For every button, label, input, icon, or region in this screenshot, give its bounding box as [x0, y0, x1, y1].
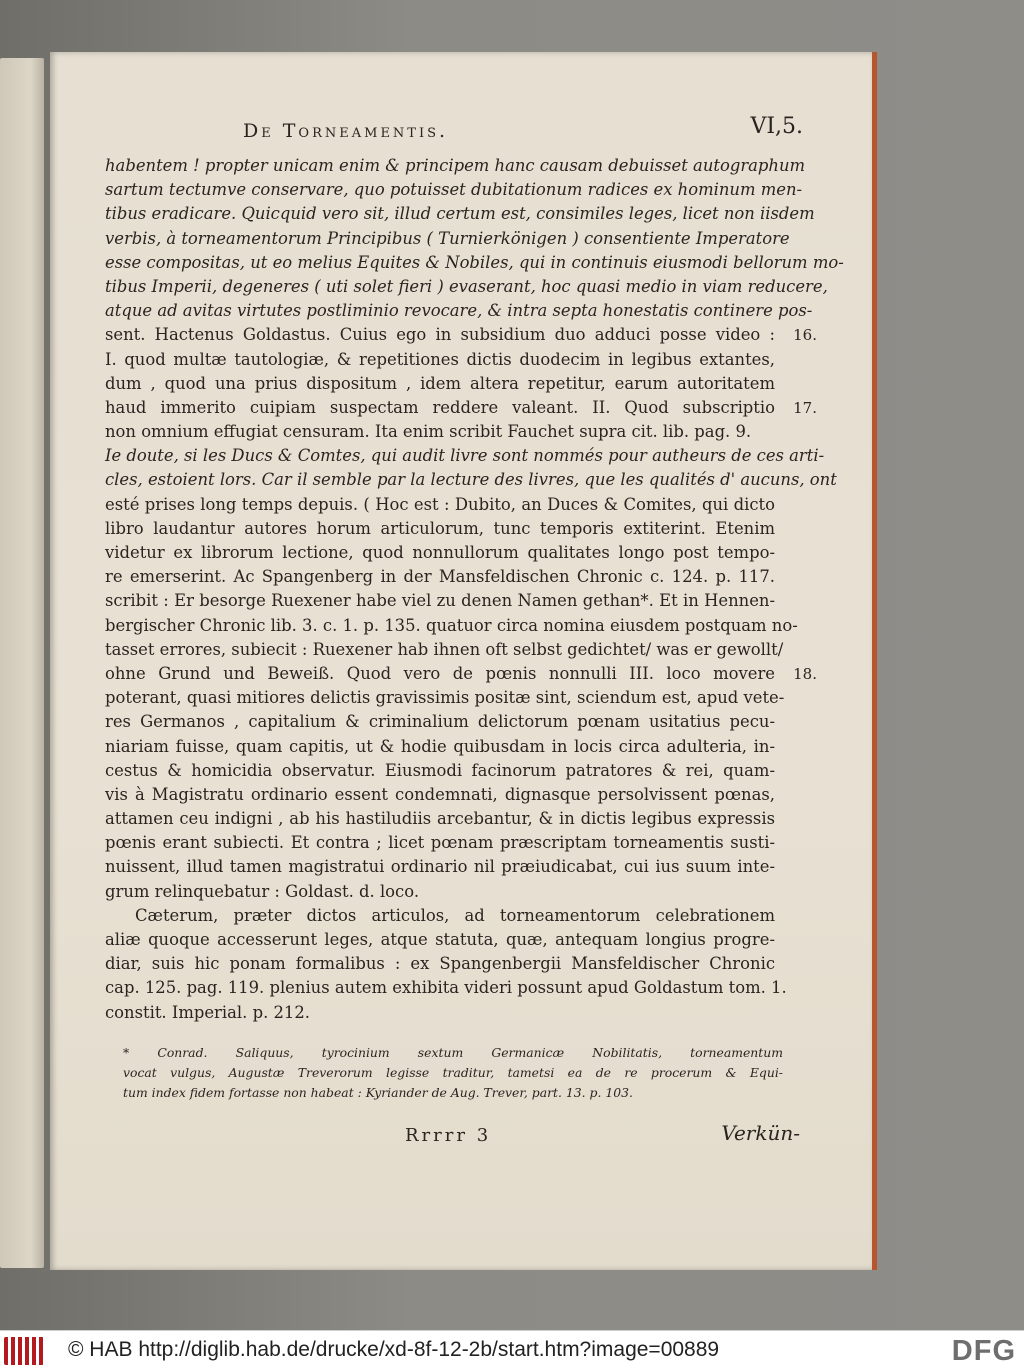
text-line-content: bergischer Chronic lib. 3. c. 1. p. 135. quatuor circa nomina eiusdem postquam no-	[105, 615, 798, 635]
text-line-content: esté prises long temps depuis. ( Hoc est : Dubito, an Duces & Comites, qui dicto	[105, 494, 775, 514]
text-line-content: haud immerito cuipiam suspectam reddere valeant. II. Quod subscriptio	[105, 397, 775, 417]
margin-number: 18.	[793, 664, 817, 683]
text-line-content: libro laudantur autores horum articulorum, tunc temporis extiterint. Etenim	[105, 518, 775, 538]
text-line	[105, 807, 775, 831]
text-line-content: Ie doute, si les Ducs & Comtes, qui audit livre sont nommés pour autheurs de ces arti-	[105, 446, 825, 466]
text-line-content: constit. Imperial. p. 212.	[105, 1002, 310, 1022]
text-line-content: tasset errores, subiecit : Ruexener hab ihnen oft selbst gedichtet/ was er gewollt/	[105, 639, 784, 659]
page-number: VI,5.	[750, 114, 803, 139]
footnote-line: * Conrad. Saliquus, tyrocinium sextum Germanicæ Nobilitatis, torneamentum	[123, 1044, 783, 1060]
text-line	[105, 928, 775, 952]
text-line	[105, 299, 813, 323]
copyright-link[interactable]: © HAB http://diglib.hab.de/drucke/xd-8f-12-2b/start.htm?image=00889	[68, 1338, 720, 1361]
text-line-content: I. quod multæ tautologiæ, & repetitiones dictis duodecim in legibus extantes,	[105, 349, 775, 369]
body-text	[105, 154, 844, 1025]
text-line	[105, 323, 817, 347]
text-line	[105, 710, 775, 734]
text-line-content: re emerserint. Ac Spangenberg in der Mansfeldischen Chronic c. 124. p. 117.	[105, 567, 775, 587]
text-line	[105, 202, 815, 226]
text-line-content: dum , quod una prius dispositum , idem altera repetitur, earum autoritatem	[105, 373, 775, 393]
text-line	[105, 275, 828, 299]
text-line	[105, 468, 837, 492]
hab-logo-icon	[4, 1337, 44, 1365]
text-line	[105, 614, 798, 638]
margin-number: 17.	[793, 398, 817, 417]
text-line	[105, 759, 775, 783]
text-line-content: ohne Grund und Beweiß. Quod vero de pœnis nonnulli III. loco movere	[105, 663, 775, 683]
text-line	[105, 396, 817, 420]
text-line-content: Cæterum, præter dictos articulos, ad torneamentorum celebrationem	[135, 905, 775, 925]
signature-mark: Rrrrr 3	[405, 1124, 492, 1146]
margin-number: 16.	[793, 326, 817, 345]
text-line	[105, 783, 775, 807]
text-line-content: vis à Magistratu ordinario essent condemnati, dignasque persolvissent pœnas,	[105, 784, 775, 804]
text-line-content: sartum tectumve conservare, quo potuisset dubitationum radices ex hominum men-	[105, 180, 803, 200]
text-line-content: pœnis erant subiecti. Et contra ; licet pœnam præscriptam torneamentis susti-	[105, 833, 775, 853]
text-line	[105, 855, 775, 879]
text-line	[105, 493, 775, 517]
text-line	[105, 154, 806, 178]
text-line	[105, 420, 775, 444]
text-line-content: esse compositas, ut eo melius Equites & Nobiles, qui in continuis eiusmodi bellorum mo-	[105, 252, 844, 272]
text-line	[105, 952, 775, 976]
text-line-content: sent. Hactenus Goldastus. Cuius ego in subsidium duo adduci posse video :	[105, 325, 775, 345]
running-title: De Torneamentis.	[243, 120, 449, 142]
text-line	[105, 227, 790, 251]
text-line-content: poterant, quasi mitiores delictis gravissimis positæ sint, sciendum est, apud vete-	[105, 688, 785, 708]
running-head	[105, 114, 803, 154]
text-line	[105, 178, 803, 202]
text-line	[105, 251, 844, 275]
dfg-logo: DFG	[951, 1335, 1016, 1367]
text-line-content: res Germanos , capitalium & criminalium delictorum pœnam usitatius pecu-	[105, 712, 775, 732]
text-line-content: nuissent, illud tamen magistratui ordinario nil præiudicabat, cui ius suum inte-	[105, 857, 775, 877]
text-line	[105, 904, 775, 928]
text-line	[105, 1001, 775, 1025]
text-line	[105, 589, 775, 613]
text-line-content: aliæ quoque accesserunt leges, atque statuta, quæ, antequam longius progre-	[105, 930, 775, 949]
text-line-content: habentem ! propter unicam enim & principem hanc causam debuisset autographum	[105, 156, 806, 175]
text-line	[105, 565, 775, 589]
text-line-content: cap. 125. pag. 119. plenius autem exhibita videri possunt apud Goldastum tom. 1.	[105, 978, 787, 998]
text-line	[105, 880, 775, 904]
text-line-content: atque ad avitas virtutes postliminio revocare, & intra septa honestatis continere pos-	[105, 301, 813, 321]
text-line-content: tibus eradicare. Quicquid vero sit, illud certum est, consimiles leges, licet non iisdem	[105, 204, 815, 224]
text-line	[105, 831, 775, 855]
text-line-content: attamen ceu indigni , ab his hastiludiis arcebantur, & in dictis legibus expressis	[105, 809, 775, 829]
text-line-content: tibus Imperii, degeneres ( uti solet fieri ) evaserant, hoc quasi medio in viam reducere,	[105, 276, 828, 296]
text-line-content: cles, estoient lors. Car il semble par la lecture des livres, que les qualités d' aucuns, ont	[105, 470, 837, 490]
text-line	[105, 976, 787, 1000]
text-line-content: videtur ex librorum lectione, quod nonnullorum qualitates longo post tempo-	[105, 543, 775, 562]
viewer-footer	[0, 1330, 1024, 1371]
text-line	[105, 517, 775, 541]
footnote-line: tum index fidem fortasse non habeat : Kyriander de Aug. Trever, part. 13. p. 103.	[123, 1084, 633, 1100]
text-line	[105, 735, 775, 759]
catchword: Verkün-	[721, 1120, 800, 1145]
text-line	[105, 541, 775, 565]
text-line-content: non omnium effugiat censuram. Ita enim scribit Fauchet supra cit. lib. pag. 9.	[105, 422, 752, 442]
footnote-line: vocat vulgus, Augustæ Treverorum legisse traditur, tametsi ea de re procerum & Equi-	[123, 1064, 783, 1080]
text-line	[105, 686, 785, 710]
text-line	[105, 348, 775, 372]
text-line-content: diar, suis hic ponam formalibus : ex Spangenbergii Mansfeldischer Chronic	[105, 954, 775, 974]
text-line-content: verbis, à torneamentorum Principibus ( Turnierkönigen ) consentiente Imperatore	[105, 228, 790, 248]
text-line-content: grum relinquebatur : Goldast. d. loco.	[105, 881, 420, 901]
text-line-content: cestus & homicidia observatur. Eiusmodi facinorum patratores & rei, quam-	[105, 760, 775, 780]
text-line	[105, 444, 825, 468]
page-text-block	[105, 114, 844, 1157]
footnote	[105, 1043, 783, 1103]
text-line	[105, 662, 817, 686]
text-line	[105, 372, 775, 396]
adjacent-page-edge	[0, 58, 44, 1268]
text-line-content: scribit : Er besorge Ruexener habe viel zu denen Namen gethan*. Et in Hennen-	[105, 591, 775, 611]
page-bottom-row	[105, 1117, 800, 1157]
text-line-content: niariam fuisse, quam capitis, ut & hodie quibusdam in locis circa adulteria, in-	[105, 736, 775, 756]
text-line	[105, 638, 784, 662]
book-page	[50, 52, 877, 1270]
